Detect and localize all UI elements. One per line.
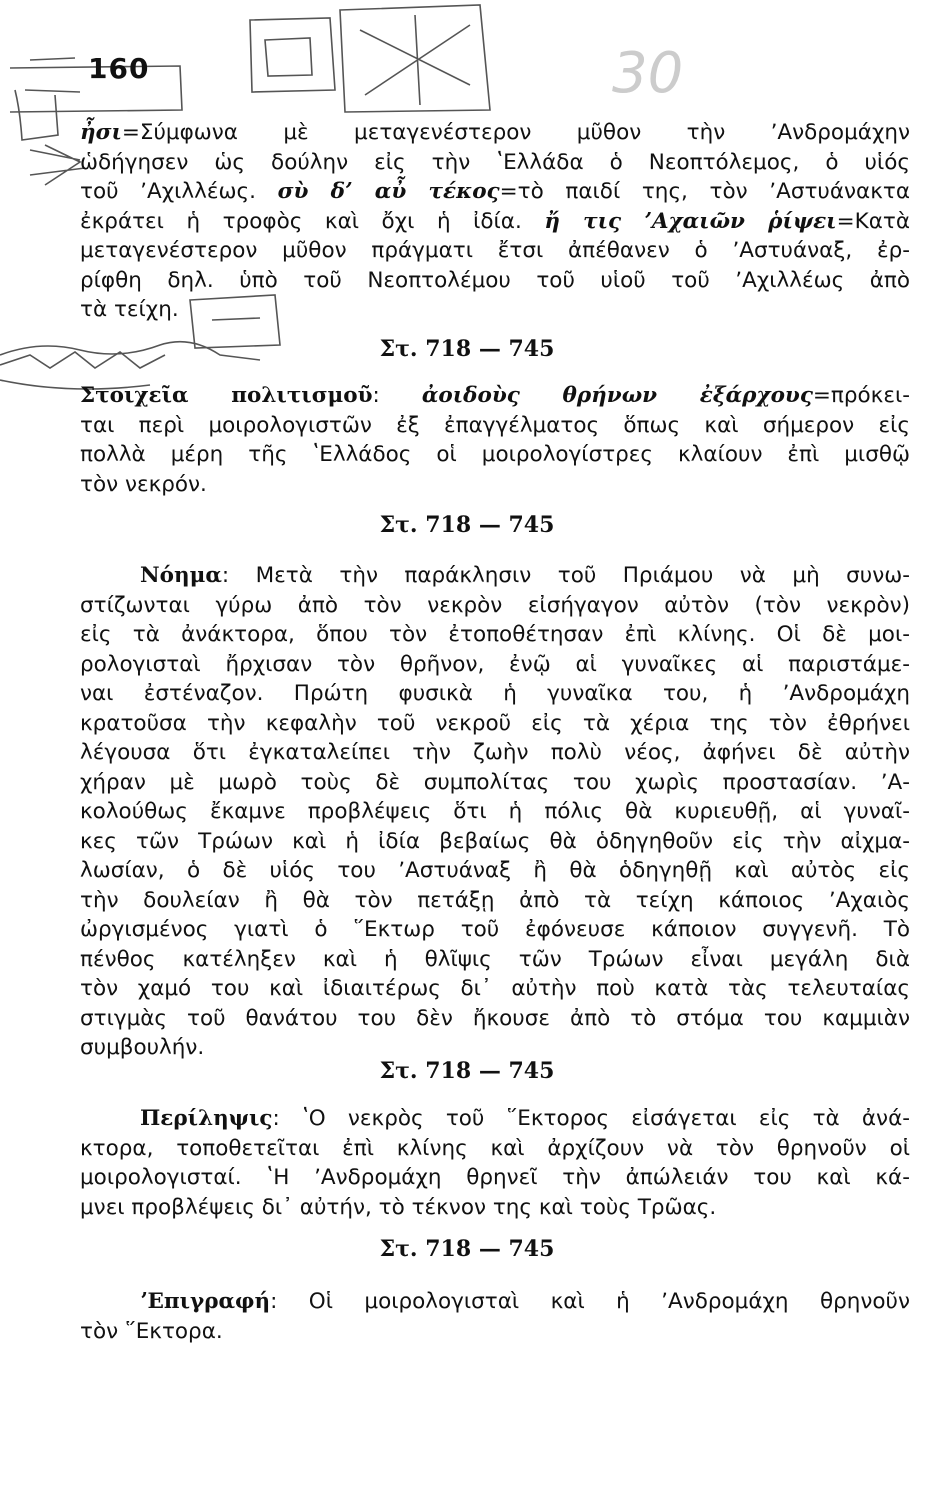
section-label: Περίληψις xyxy=(140,1106,273,1131)
text-line xyxy=(80,561,910,591)
text: ρίφθη δηλ. ὑπὸ τοῦ Νεοπτολέμου τοῦ υἱοῦ τοῦ ʼΑχιλλέως ἀπὸ xyxy=(80,267,910,293)
text-line xyxy=(80,709,910,739)
text: τὴν δουλείαν ἢ θὰ τὸν πετάξῃ ἀπὸ τὰ τείχη κάποιος ʼΑχαιὸς xyxy=(80,887,910,913)
lemma: ἤ τις ʼΑχαιῶν ῥίψει xyxy=(544,208,837,234)
text: ται περὶ μοιρολογιστῶν ἐξ ἐπαγγέλματος ὅπως καὶ σήμερον εἰς xyxy=(80,412,910,438)
text-line xyxy=(80,1004,910,1034)
text: στίζωνται γύρω ἀπὸ τὸν νεκρὸν εἰσήγαγον αὐτὸν (τὸν νεκρὸν) xyxy=(80,592,910,618)
text: χήραν μὲ μωρὸ τοὺς δὲ συμπολίτας του χωρὶς προστασίαν. ʼΑ- xyxy=(80,769,910,795)
text-line xyxy=(80,411,910,441)
text: Μετὰ τὴν παράκλησιν τοῦ Πριάμου νὰ μὴ συνω- xyxy=(255,563,911,588)
text-line xyxy=(80,148,910,178)
text-line xyxy=(80,768,910,798)
text-line xyxy=(80,118,910,148)
separator: : xyxy=(272,1106,302,1131)
text-line xyxy=(80,974,910,1004)
text-line xyxy=(80,1317,910,1347)
text-line xyxy=(80,1104,910,1134)
section-heading: Στ. 718 — 745 xyxy=(379,1058,555,1084)
text: ὡδήγησεν ὡς δούλην εἰς τὴν ʽΕλλάδα ὁ Νεοπτόλεμος, ὁ υἱός xyxy=(80,149,910,175)
separator: : xyxy=(270,1289,309,1314)
meaning-block xyxy=(80,561,910,1063)
text: τὸν χαμό του καὶ ἰδιαιτέρως δι᾽ αὐτὴν ποὺ κατὰ τὰς τελευταίας xyxy=(80,976,910,1001)
text: στιγμὰς τοῦ θανάτου του δὲν ἤκουσε ἀπὸ τὸ στόμα του καμμιὰν xyxy=(80,1005,910,1031)
text: =Κατὰ xyxy=(836,208,910,234)
lemma: ἀοιδοὺς θρήνων ἐξάρχους xyxy=(421,383,813,408)
text: τὸν νεκρόν. xyxy=(80,471,207,497)
text-line xyxy=(80,738,910,768)
text: ἐκράτει ἡ τροφὸς καὶ ὄχι ἡ ἰδία. xyxy=(80,208,545,234)
text: τοῦ ʼΑχιλλέως. xyxy=(80,179,278,204)
text: λωσίαν, ὁ δὲ υἱός του ʼΑστυάναξ ἢ θὰ ὁδηγηθῇ καὶ αὐτὸς εἰς xyxy=(80,858,910,883)
text: λέγουσα ὅτι ἐγκαταλείπει τὴν ζωὴν πολὺ νέος, ἀφήνει δὲ αὐτὴν xyxy=(80,740,910,765)
text: κρατοῦσα τὴν κεφαλὴν τοῦ νεκροῦ εἰς τὰ χέρια της τὸν ἐθρήνει xyxy=(80,710,910,736)
text: Οἱ μοιρολογισταὶ καὶ ἡ ʼΑνδρομάχη θρηνοῦν xyxy=(308,1289,910,1314)
lemma: σὺ δʼ αὖ τέκος xyxy=(277,179,500,204)
text: κολούθως ἔκαμνε προβλέψεις ὅτι ἡ πόλις θὰ κυριευθῇ, αἱ γυναῖ- xyxy=(80,799,910,824)
section-heading: Στ. 718 — 745 xyxy=(379,512,555,538)
text-line xyxy=(80,1163,910,1193)
separator: : xyxy=(221,563,256,588)
text-line xyxy=(80,650,910,680)
text-line xyxy=(80,177,910,207)
text-line xyxy=(80,295,910,325)
text-line xyxy=(80,679,910,709)
text: =τὸ παιδί της, τὸν ʼΑστυάνακτα xyxy=(499,179,910,204)
title-block xyxy=(80,1287,910,1346)
text: ναι ἐστέναζον. Πρώτη φυσικὰ ἡ γυναῖκα του, ἡ ʼΑνδρομάχη xyxy=(80,681,910,706)
text: μεταγενέστερον μῦθον πράγματι ἔτσι ἀπέθανεν ὁ ʼΑστυάναξ, ἐρ- xyxy=(80,238,910,263)
text: συμβουλήν. xyxy=(80,1035,205,1060)
text: =Σύμφωνα μὲ μεταγενέστερον μῦθον τὴν ʼΑνδρομάχην xyxy=(121,120,910,145)
text: ρολογισταὶ ἤρχισαν τὸν θρῆνον, ἐνῷ αἱ γυναῖκες αἱ παριστάμε- xyxy=(80,651,910,677)
text: εἰς τὰ ἀνάκτορα, ὅπου τὸν ἐτοποθέτησαν ἐπὶ κλίνης. Οἱ δὲ μοι- xyxy=(80,622,910,647)
text-line xyxy=(80,470,910,500)
summary-block xyxy=(80,1104,910,1222)
text: κες τῶν Τρώων καὶ ἡ ἰδία βεβαίως θὰ ὁδηγηθοῦν εἰς τὴν αἰχμα- xyxy=(80,828,910,854)
section-label: Νόημα xyxy=(140,563,222,588)
text-line xyxy=(80,915,910,945)
text-line xyxy=(80,827,910,857)
section-label: Στοιχεῖα πολιτισμοῦ xyxy=(80,383,373,408)
text: τὰ τείχη. xyxy=(80,297,179,322)
text-line xyxy=(80,1287,910,1317)
text-line xyxy=(80,620,910,650)
text-line xyxy=(80,856,910,886)
text-line xyxy=(80,886,910,916)
text-line xyxy=(80,1134,910,1164)
culture-block xyxy=(80,381,910,499)
text-line xyxy=(80,266,910,296)
text-line xyxy=(80,1193,910,1223)
commentary-block xyxy=(80,118,910,325)
text-line xyxy=(80,207,910,237)
text: ʽΟ νεκρὸς τοῦ ῞Εκτορος εἰσάγεται εἰς τὰ ἀνά- xyxy=(301,1106,911,1131)
text: κτορα, τοποθετεῖται ἐπὶ κλίνης καὶ ἀρχίζουν νὰ τὸν θρηνοῦν οἱ xyxy=(80,1135,910,1161)
text-line xyxy=(80,591,910,621)
text-line xyxy=(80,945,910,975)
page-number: 160 xyxy=(88,52,150,85)
section-heading: Στ. 718 — 745 xyxy=(379,336,555,362)
text: μνει προβλέψεις δι᾽ αὐτήν, τὸ τέκνον της καὶ τοὺς Τρῶας. xyxy=(80,1194,717,1220)
text: τὸν ῞Εκτορα. xyxy=(80,1318,223,1344)
text-line xyxy=(80,236,910,266)
lemma: ἦσι xyxy=(80,120,122,145)
text: =πρόκει- xyxy=(812,383,911,408)
text: πολλὰ μέρη τῆς ʽΕλλάδος οἱ μοιρολογίστρες κλαίουν ἐπὶ μισθῷ xyxy=(80,442,910,467)
text: ὠργισμένος γιατὶ ὁ ῞Εκτωρ τοῦ ἐφόνευσε κάποιον συγγενῆ. Τὸ xyxy=(80,917,910,942)
handwritten-thirty: 30 xyxy=(612,41,684,106)
text-line xyxy=(80,797,910,827)
text-line xyxy=(80,381,910,411)
section-label: ʼΕπιγραφή xyxy=(140,1289,271,1314)
section-heading: Στ. 718 — 745 xyxy=(379,1236,555,1262)
separator: : xyxy=(372,383,422,408)
text: πένθος κατέληξεν καὶ ἡ θλῖψις τῶν Τρώων εἶναι μεγάλη διὰ xyxy=(80,946,910,972)
text-line xyxy=(80,440,910,470)
text: μοιρολογισταί. ʽΗ ʼΑνδρομάχη θρηνεῖ τὴν ἀπώλειάν του καὶ κά- xyxy=(80,1165,910,1190)
